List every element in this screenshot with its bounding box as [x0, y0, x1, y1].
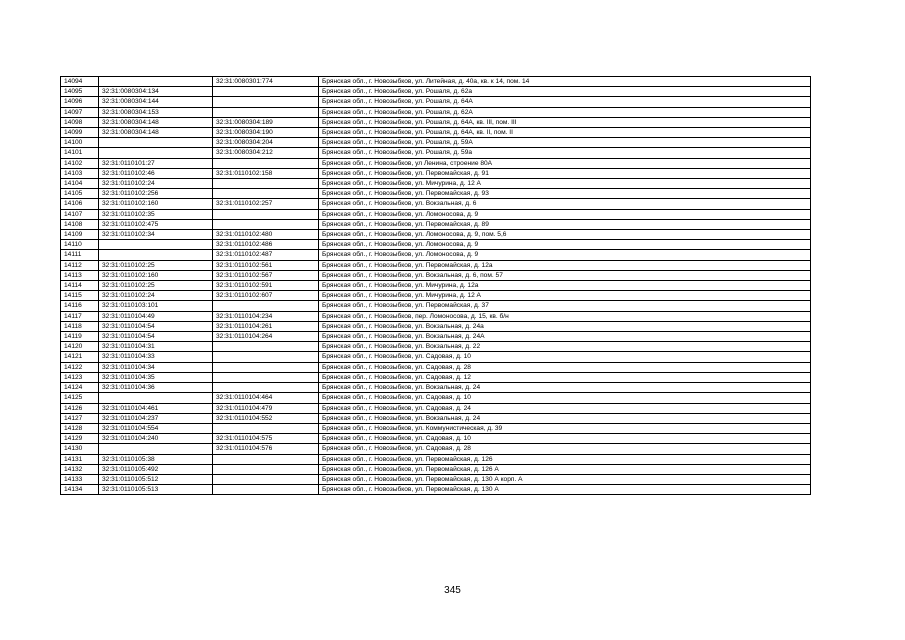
- object-cadastral-cell: 32:31:0110104:479: [213, 403, 319, 413]
- table-row: [61, 403, 811, 413]
- table-row: [61, 117, 811, 127]
- address-cell: Брянская обл., г. Новозыбков, ул. Садовая, д. 24: [319, 403, 811, 413]
- parcel-cadastral-cell: [99, 250, 213, 260]
- row-number-cell: 14109: [61, 230, 99, 240]
- address-cell: Брянская обл., г. Новозыбков, ул. Вокзальная, д. 6: [319, 199, 811, 209]
- address-cell: Брянская обл., г. Новозыбков, ул. Вокзальная, д. 24а: [319, 321, 811, 331]
- address-cell: Брянская обл., г. Новозыбков, ул. Садовая, д. 28: [319, 444, 811, 454]
- table-row: [61, 87, 811, 97]
- table-row: [61, 77, 811, 87]
- object-cadastral-cell: [213, 158, 319, 168]
- table-row: [61, 199, 811, 209]
- address-cell: Брянская обл., г. Новозыбков, ул. Первомайская, д. 12а: [319, 260, 811, 270]
- object-cadastral-cell: 32:31:0080304:204: [213, 138, 319, 148]
- parcel-cadastral-cell: 32:31:0110101:27: [99, 158, 213, 168]
- object-cadastral-cell: 32:31:0080304:190: [213, 128, 319, 138]
- object-cadastral-cell: [213, 219, 319, 229]
- parcel-cadastral-cell: 32:31:0110104:54: [99, 332, 213, 342]
- table-row: [61, 230, 811, 240]
- address-cell: Брянская обл., г. Новозыбков, ул. Ломоносова, д. 9, пом. 5,6: [319, 230, 811, 240]
- parcel-cadastral-cell: 32:31:0080304:134: [99, 87, 213, 97]
- parcel-cadastral-cell: 32:31:0110104:35: [99, 372, 213, 382]
- address-cell: Брянская обл., г. Новозыбков, ул. Первомайская, д. 126 А: [319, 464, 811, 474]
- address-cell: Брянская обл., г. Новозыбков, ул. Вокзальная, д. 24: [319, 383, 811, 393]
- object-cadastral-cell: [213, 209, 319, 219]
- row-number-cell: 14125: [61, 393, 99, 403]
- table-row: [61, 107, 811, 117]
- row-number-cell: 14114: [61, 281, 99, 291]
- row-number-cell: 14103: [61, 168, 99, 178]
- row-number-cell: 14129: [61, 434, 99, 444]
- object-cadastral-cell: 32:31:0110104:575: [213, 434, 319, 444]
- row-number-cell: 14112: [61, 260, 99, 270]
- object-cadastral-cell: [213, 454, 319, 464]
- row-number-cell: 14120: [61, 342, 99, 352]
- object-cadastral-cell: 32:31:0110104:264: [213, 332, 319, 342]
- address-cell: Брянская обл., г. Новозыбков, ул. Первомайская, д. 89: [319, 219, 811, 229]
- row-number-cell: 14116: [61, 301, 99, 311]
- parcel-cadastral-cell: 32:31:0110105:492: [99, 464, 213, 474]
- object-cadastral-cell: [213, 301, 319, 311]
- table-row: [61, 393, 811, 403]
- parcel-cadastral-cell: [99, 240, 213, 250]
- row-number-cell: 14124: [61, 383, 99, 393]
- address-cell: Брянская обл., г. Новозыбков, ул. Садовая, д. 28: [319, 362, 811, 372]
- row-number-cell: 14094: [61, 77, 99, 87]
- address-cell: Брянская обл., г. Новозыбков, ул. Садовая, д. 10: [319, 393, 811, 403]
- object-cadastral-cell: 32:31:0080301:774: [213, 77, 319, 87]
- parcel-cadastral-cell: 32:31:0080304:144: [99, 97, 213, 107]
- row-number-cell: 14106: [61, 199, 99, 209]
- table-row: [61, 260, 811, 270]
- object-cadastral-cell: [213, 342, 319, 352]
- registry-table-body: [61, 77, 811, 495]
- parcel-cadastral-cell: 32:31:0110104:554: [99, 423, 213, 433]
- table-row: [61, 454, 811, 464]
- row-number-cell: 14104: [61, 179, 99, 189]
- parcel-cadastral-cell: 32:31:0110102:24: [99, 179, 213, 189]
- object-cadastral-cell: 32:31:0110102:591: [213, 281, 319, 291]
- parcel-cadastral-cell: 32:31:0110102:160: [99, 270, 213, 280]
- address-cell: Брянская обл., г. Новозыбков, ул. Рошаля, д. 59А: [319, 138, 811, 148]
- parcel-cadastral-cell: [99, 77, 213, 87]
- table-row: [61, 332, 811, 342]
- row-number-cell: 14115: [61, 291, 99, 301]
- parcel-cadastral-cell: 32:31:0110102:34: [99, 230, 213, 240]
- address-cell: Брянская обл., г. Новозыбков, ул. Рошаля, д. 64А, кв. II, пом. II: [319, 128, 811, 138]
- object-cadastral-cell: 32:31:0110102:561: [213, 260, 319, 270]
- table-row: [61, 128, 811, 138]
- object-cadastral-cell: [213, 97, 319, 107]
- table-row: [61, 97, 811, 107]
- address-cell: Брянская обл., г. Новозыбков, ул. Первомайская, д. 91: [319, 168, 811, 178]
- row-number-cell: 14132: [61, 464, 99, 474]
- table-row: [61, 434, 811, 444]
- table-row: [61, 464, 811, 474]
- table-row: [61, 179, 811, 189]
- table-row: [61, 321, 811, 331]
- table-row: [61, 291, 811, 301]
- address-cell: Брянская обл., г. Новозыбков, ул. Мичурина, д. 12а: [319, 281, 811, 291]
- address-cell: Брянская обл., г. Новозыбков, ул. Вокзальная, д. 22: [319, 342, 811, 352]
- parcel-cadastral-cell: [99, 148, 213, 158]
- table-row: [61, 311, 811, 321]
- object-cadastral-cell: 32:31:0110104:234: [213, 311, 319, 321]
- address-cell: Брянская обл., г. Новозыбков, ул. Литейная, д. 40а, кв. к 14, пом. 14: [319, 77, 811, 87]
- table-row: [61, 219, 811, 229]
- table-row: [61, 138, 811, 148]
- row-number-cell: 14119: [61, 332, 99, 342]
- parcel-cadastral-cell: 32:31:0110104:49: [99, 311, 213, 321]
- parcel-cadastral-cell: 32:31:0110104:240: [99, 434, 213, 444]
- address-cell: Брянская обл., г. Новозыбков, ул. Садовая, д. 12: [319, 372, 811, 382]
- parcel-cadastral-cell: 32:31:0110105:513: [99, 485, 213, 495]
- object-cadastral-cell: [213, 383, 319, 393]
- table-row: [61, 250, 811, 260]
- table-row: [61, 189, 811, 199]
- table-row: [61, 362, 811, 372]
- address-cell: Брянская обл., г. Новозыбков, ул. Рошаля, д. 59а: [319, 148, 811, 158]
- address-cell: Брянская обл., г. Новозыбков, ул. Рошаля, д. 64А: [319, 97, 811, 107]
- address-cell: Брянская обл., г. Новозыбков, ул. Мичурина, д. 12 А: [319, 179, 811, 189]
- parcel-cadastral-cell: 32:31:0110102:475: [99, 219, 213, 229]
- parcel-cadastral-cell: [99, 138, 213, 148]
- address-cell: Брянская обл., г. Новозыбков, ул. Садовая, д. 10: [319, 434, 811, 444]
- object-cadastral-cell: [213, 362, 319, 372]
- table-row: [61, 474, 811, 484]
- parcel-cadastral-cell: 32:31:0110105:512: [99, 474, 213, 484]
- table-row: [61, 423, 811, 433]
- object-cadastral-cell: [213, 107, 319, 117]
- address-cell: Брянская обл., г. Новозыбков, ул. Первомайская, д. 130 А корп. А: [319, 474, 811, 484]
- object-cadastral-cell: 32:31:0110104:552: [213, 413, 319, 423]
- parcel-cadastral-cell: 32:31:0110102:24: [99, 291, 213, 301]
- parcel-cadastral-cell: 32:31:0110104:237: [99, 413, 213, 423]
- row-number-cell: 14134: [61, 485, 99, 495]
- table-row: [61, 413, 811, 423]
- table-row: [61, 372, 811, 382]
- parcel-cadastral-cell: [99, 444, 213, 454]
- row-number-cell: 14107: [61, 209, 99, 219]
- parcel-cadastral-cell: 32:31:0080304:148: [99, 117, 213, 127]
- row-number-cell: 14099: [61, 128, 99, 138]
- row-number-cell: 14095: [61, 87, 99, 97]
- address-cell: Брянская обл., г. Новозыбков, ул. Ломоносова, д. 9: [319, 250, 811, 260]
- address-cell: Брянская обл., г. Новозыбков, ул. Ломоносова, д. 9: [319, 209, 811, 219]
- address-cell: Брянская обл., г. Новозыбков, ул. Ломоносова, д. 9: [319, 240, 811, 250]
- registry-table: [60, 76, 811, 495]
- object-cadastral-cell: [213, 352, 319, 362]
- address-cell: Брянская обл., г. Новозыбков, ул. Вокзальная, д. 24А: [319, 332, 811, 342]
- row-number-cell: 14127: [61, 413, 99, 423]
- row-number-cell: 14111: [61, 250, 99, 260]
- parcel-cadastral-cell: 32:31:0110104:54: [99, 321, 213, 331]
- row-number-cell: 14105: [61, 189, 99, 199]
- address-cell: Брянская обл., г. Новозыбков, ул. Первомайская, д. 130 А: [319, 485, 811, 495]
- table-row: [61, 158, 811, 168]
- object-cadastral-cell: [213, 372, 319, 382]
- parcel-cadastral-cell: 32:31:0110102:160: [99, 199, 213, 209]
- table-row: [61, 485, 811, 495]
- table-row: [61, 342, 811, 352]
- row-number-cell: 14130: [61, 444, 99, 454]
- table-row: [61, 383, 811, 393]
- address-cell: Брянская обл., г. Новозыбков, ул. Вокзальная, д. 24: [319, 413, 811, 423]
- parcel-cadastral-cell: 32:31:0110102:25: [99, 281, 213, 291]
- parcel-cadastral-cell: 32:31:0110102:256: [99, 189, 213, 199]
- table-row: [61, 168, 811, 178]
- object-cadastral-cell: [213, 179, 319, 189]
- parcel-cadastral-cell: 32:31:0080304:148: [99, 128, 213, 138]
- object-cadastral-cell: [213, 474, 319, 484]
- address-cell: Брянская обл., г. Новозыбков, ул. Садовая, д. 10: [319, 352, 811, 362]
- address-cell: Брянская обл., г. Новозыбков, ул. Первомайская, д. 93: [319, 189, 811, 199]
- object-cadastral-cell: 32:31:0110102:567: [213, 270, 319, 280]
- parcel-cadastral-cell: 32:31:0110102:46: [99, 168, 213, 178]
- row-number-cell: 14123: [61, 372, 99, 382]
- parcel-cadastral-cell: 32:31:0110105:38: [99, 454, 213, 464]
- parcel-cadastral-cell: 32:31:0110104:461: [99, 403, 213, 413]
- object-cadastral-cell: [213, 464, 319, 474]
- address-cell: Брянская обл., г. Новозыбков, пер. Ломоносова, д. 15, кв. б/н: [319, 311, 811, 321]
- table-row: [61, 148, 811, 158]
- address-cell: Брянская обл., г. Новозыбков, ул. Коммунистическая, д. 39: [319, 423, 811, 433]
- row-number-cell: 14096: [61, 97, 99, 107]
- row-number-cell: 14113: [61, 270, 99, 280]
- table-row: [61, 209, 811, 219]
- parcel-cadastral-cell: 32:31:0110104:36: [99, 383, 213, 393]
- row-number-cell: 14131: [61, 454, 99, 464]
- address-cell: Брянская обл., г. Новозыбков, ул. Рошаля, д. 62А: [319, 107, 811, 117]
- address-cell: Брянская обл., г. Новозыбков, ул. Мичурина, д. 12 А: [319, 291, 811, 301]
- row-number-cell: 14121: [61, 352, 99, 362]
- table-row: [61, 444, 811, 454]
- row-number-cell: 14118: [61, 321, 99, 331]
- row-number-cell: 14102: [61, 158, 99, 168]
- object-cadastral-cell: 32:31:0110102:158: [213, 168, 319, 178]
- address-cell: Брянская обл., г. Новозыбков, ул. Рошаля, д. 64А, кв. III, пом. III: [319, 117, 811, 127]
- parcel-cadastral-cell: 32:31:0110104:34: [99, 362, 213, 372]
- address-cell: Брянская обл., г. Новозыбков, ул. Первомайская, д. 37: [319, 301, 811, 311]
- object-cadastral-cell: [213, 423, 319, 433]
- page-number: 345: [444, 585, 461, 596]
- object-cadastral-cell: 32:31:0110102:486: [213, 240, 319, 250]
- object-cadastral-cell: 32:31:0110102:487: [213, 250, 319, 260]
- row-number-cell: 14098: [61, 117, 99, 127]
- row-number-cell: 14108: [61, 219, 99, 229]
- object-cadastral-cell: [213, 189, 319, 199]
- table-row: [61, 281, 811, 291]
- address-cell: Брянская обл., г. Новозыбков, ул. Рошаля, д. 62а: [319, 87, 811, 97]
- address-cell: Брянская обл., г. Новозыбков, ул Ленина, строение 80А: [319, 158, 811, 168]
- object-cadastral-cell: 32:31:0080304:212: [213, 148, 319, 158]
- object-cadastral-cell: 32:31:0110104:261: [213, 321, 319, 331]
- parcel-cadastral-cell: [99, 393, 213, 403]
- address-cell: Брянская обл., г. Новозыбков, ул. Первомайская, д. 126: [319, 454, 811, 464]
- object-cadastral-cell: 32:31:0080304:189: [213, 117, 319, 127]
- table-row: [61, 240, 811, 250]
- parcel-cadastral-cell: 32:31:0110104:31: [99, 342, 213, 352]
- row-number-cell: 14110: [61, 240, 99, 250]
- address-cell: Брянская обл., г. Новозыбков, ул. Вокзальная, д. 6, пом. 57: [319, 270, 811, 280]
- object-cadastral-cell: 32:31:0110102:257: [213, 199, 319, 209]
- row-number-cell: 14133: [61, 474, 99, 484]
- row-number-cell: 14128: [61, 423, 99, 433]
- parcel-cadastral-cell: 32:31:0110102:35: [99, 209, 213, 219]
- object-cadastral-cell: [213, 485, 319, 495]
- object-cadastral-cell: 32:31:0110104:576: [213, 444, 319, 454]
- object-cadastral-cell: 32:31:0110102:607: [213, 291, 319, 301]
- table-row: [61, 301, 811, 311]
- row-number-cell: 14117: [61, 311, 99, 321]
- parcel-cadastral-cell: 32:31:0110102:25: [99, 260, 213, 270]
- row-number-cell: 14097: [61, 107, 99, 117]
- table-row: [61, 352, 811, 362]
- parcel-cadastral-cell: 32:31:0110104:33: [99, 352, 213, 362]
- row-number-cell: 14100: [61, 138, 99, 148]
- parcel-cadastral-cell: 32:31:0080304:153: [99, 107, 213, 117]
- object-cadastral-cell: [213, 87, 319, 97]
- row-number-cell: 14101: [61, 148, 99, 158]
- object-cadastral-cell: 32:31:0110102:480: [213, 230, 319, 240]
- parcel-cadastral-cell: 32:31:0110103:101: [99, 301, 213, 311]
- row-number-cell: 14122: [61, 362, 99, 372]
- table-row: [61, 270, 811, 280]
- object-cadastral-cell: 32:31:0110104:464: [213, 393, 319, 403]
- row-number-cell: 14126: [61, 403, 99, 413]
